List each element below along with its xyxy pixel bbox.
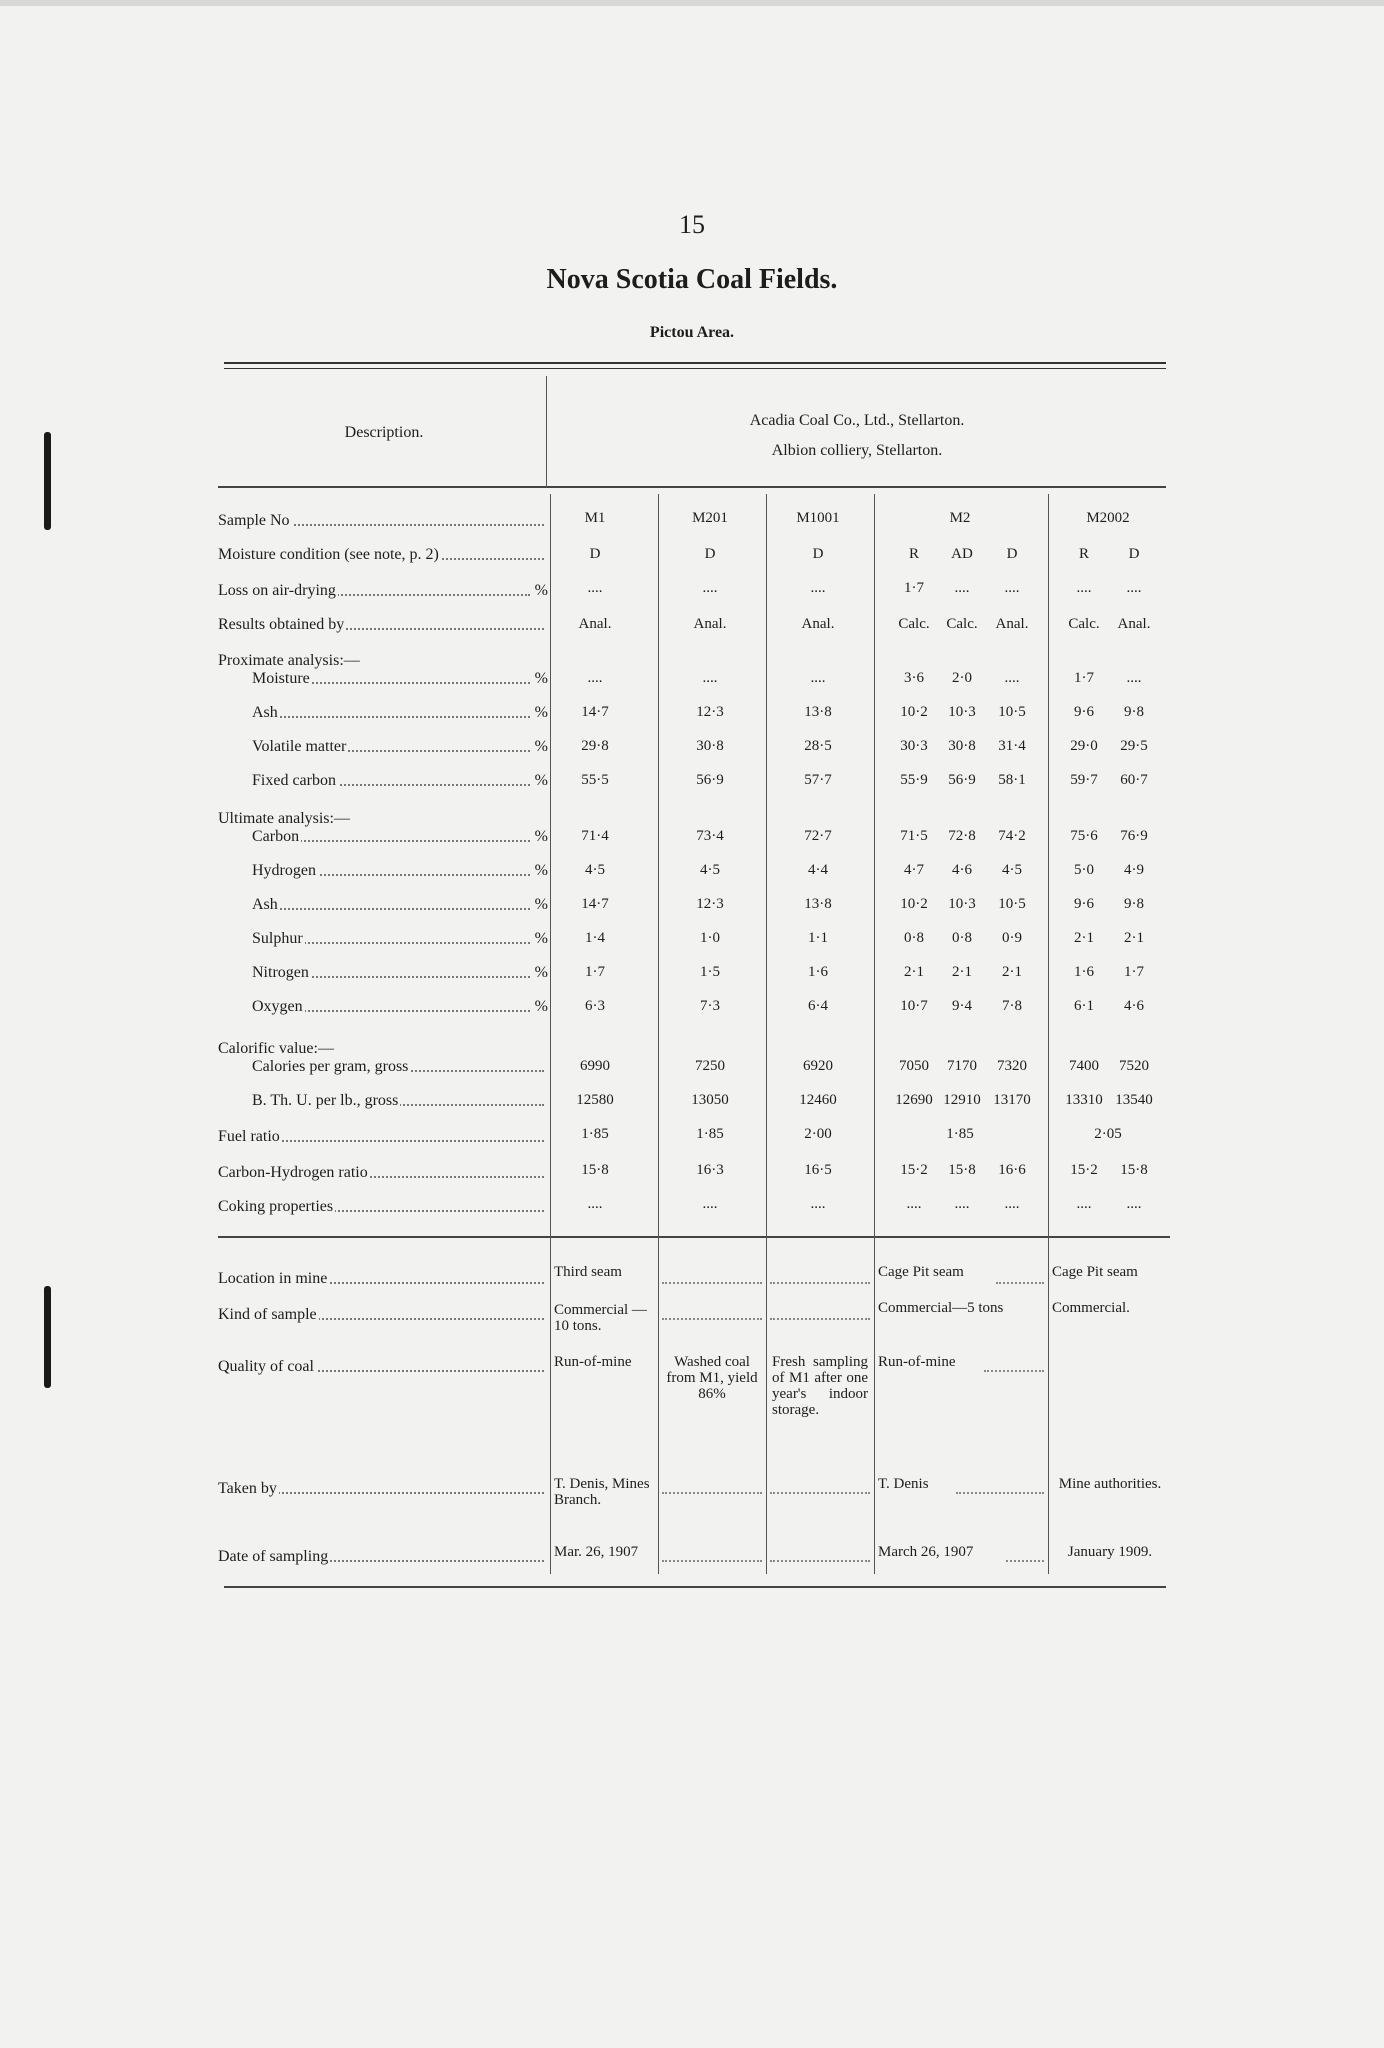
table-cell: 73·4 xyxy=(696,828,724,844)
table-cell: 13540 xyxy=(1115,1092,1153,1108)
row-label-text: Nitrogen xyxy=(252,964,309,981)
page-title: Nova Scotia Coal Fields. xyxy=(546,264,838,295)
table-cell: .... xyxy=(810,580,826,596)
percent-unit: % xyxy=(534,998,548,1015)
row-label-text: Results obtained by xyxy=(218,616,345,633)
table-cell: 15·2 xyxy=(1070,1162,1098,1178)
table-cell: D xyxy=(589,546,601,562)
text-cell: March 26, 1907 xyxy=(878,1544,974,1560)
table-cell: 4·5 xyxy=(1002,862,1022,878)
header-rule xyxy=(218,486,1166,488)
table-cell: 2·1 xyxy=(1124,930,1144,946)
percent-unit: % xyxy=(534,670,548,687)
table-cell: 13·8 xyxy=(804,704,832,720)
table-cell: 12580 xyxy=(576,1092,614,1108)
row-label-text: B. Th. U. per lb., gross xyxy=(252,1092,399,1109)
column-divider xyxy=(546,376,547,488)
table-cell: 12·3 xyxy=(696,896,724,912)
table-cell: 60·7 xyxy=(1120,772,1148,788)
colliery-name: Albion colliery, Stellarton. xyxy=(771,442,943,459)
table-cell: 12690 xyxy=(895,1092,933,1108)
text-cell: Commercial—5 tons xyxy=(878,1300,1004,1316)
table-cell: 3·6 xyxy=(904,670,924,686)
leader-dots xyxy=(996,1282,1044,1284)
text-cell: Cage Pit seam xyxy=(1052,1264,1138,1280)
table-cell: 14·7 xyxy=(581,896,609,912)
text-cell: Mine authorities. xyxy=(1058,1476,1162,1492)
table-cell: 12·3 xyxy=(696,704,724,720)
table-cell: .... xyxy=(1126,580,1142,596)
table-cell: 0·9 xyxy=(1002,930,1022,946)
table-cell: 1·7 xyxy=(904,580,924,596)
text-cell: Run-of-mine xyxy=(878,1354,956,1370)
row-label xyxy=(218,1128,548,1146)
table-cell: 16·6 xyxy=(998,1162,1026,1178)
text-cell: Mar. 26, 1907 xyxy=(554,1544,639,1560)
row-label xyxy=(218,670,548,688)
table-cell: 16·3 xyxy=(696,1162,724,1178)
column-divider xyxy=(658,494,659,1574)
table-cell: 2·00 xyxy=(804,1126,832,1142)
row-label-text: Ash xyxy=(252,704,278,721)
table-cell: 7·3 xyxy=(700,998,720,1014)
percent-unit: % xyxy=(534,964,548,981)
middle-rule xyxy=(218,1236,1170,1238)
table-cell: 1·0 xyxy=(700,930,720,946)
table-cell: 2·1 xyxy=(1074,930,1094,946)
table-cell: 71·4 xyxy=(581,828,609,844)
percent-unit: % xyxy=(534,738,548,755)
row-label-text: Hydrogen xyxy=(252,862,316,879)
row-label xyxy=(218,1058,548,1076)
table-cell: 1·4 xyxy=(585,930,605,946)
table-cell: 2·1 xyxy=(904,964,924,980)
table-cell: 30·3 xyxy=(900,738,928,754)
row-label xyxy=(218,546,548,564)
table-cell: D xyxy=(1128,546,1140,562)
company-name: Acadia Coal Co., Ltd., Stellarton. xyxy=(749,412,965,429)
table-cell: .... xyxy=(1076,580,1092,596)
table-cell: 72·7 xyxy=(804,828,832,844)
table-cell: 7400 xyxy=(1069,1058,1099,1074)
table-cell: 1·7 xyxy=(585,964,605,980)
table-cell: 13170 xyxy=(993,1092,1031,1108)
table-cell: 13050 xyxy=(691,1092,729,1108)
table-cell: 28·5 xyxy=(804,738,832,754)
table-cell: 31·4 xyxy=(998,738,1026,754)
table-cell: 12910 xyxy=(943,1092,981,1108)
table-cell: 74·2 xyxy=(998,828,1026,844)
table-cell: 6990 xyxy=(580,1058,610,1074)
table-cell: 15·2 xyxy=(900,1162,928,1178)
table-cell: 9·6 xyxy=(1074,704,1094,720)
row-label xyxy=(218,1198,548,1216)
table-cell: .... xyxy=(810,1196,826,1212)
table-cell: 1·85 xyxy=(581,1126,609,1142)
section-heading: Proximate analysis:— xyxy=(218,652,360,669)
table-cell: 30·8 xyxy=(948,738,976,754)
table-cell: 14·7 xyxy=(581,704,609,720)
table-cell: 6·3 xyxy=(585,998,605,1014)
table-cell: 71·5 xyxy=(900,828,928,844)
table-cell: Anal. xyxy=(1117,616,1151,632)
column-divider xyxy=(1048,494,1049,1574)
row-label xyxy=(218,1092,548,1110)
table-cell: 10·3 xyxy=(948,896,976,912)
table-cell: R xyxy=(1078,546,1089,562)
table-cell: .... xyxy=(702,580,718,596)
text-cell: Washed coal from M1, yield 86% xyxy=(666,1354,758,1402)
leader-dots xyxy=(662,1492,762,1494)
text-cell: T. Denis xyxy=(878,1476,929,1492)
leader-dots xyxy=(252,908,530,910)
table-cell: 2·1 xyxy=(952,964,972,980)
table-cell: 30·8 xyxy=(696,738,724,754)
table-cell: AD xyxy=(951,546,973,562)
table-cell: .... xyxy=(702,1196,718,1212)
row-label xyxy=(218,704,548,722)
text-cell: Third seam xyxy=(554,1264,622,1280)
table-cell: M1001 xyxy=(796,510,840,526)
text-cell: January 1909. xyxy=(1067,1544,1153,1560)
table-cell: D xyxy=(704,546,716,562)
row-label xyxy=(218,616,548,634)
table-cell: .... xyxy=(587,670,603,686)
table-cell: 4·6 xyxy=(952,862,972,878)
page-top-edge xyxy=(0,0,1384,6)
table-cell: 2·0 xyxy=(952,670,972,686)
row-label xyxy=(218,828,548,846)
table-cell: 1·7 xyxy=(1124,964,1144,980)
text-cell: Fresh sampling of M1 after one year's indoor storage. xyxy=(772,1354,868,1418)
table-cell: 7250 xyxy=(695,1058,725,1074)
table-cell: 1·5 xyxy=(700,964,720,980)
table-cell: M2002 xyxy=(1086,510,1130,526)
text-cell: Commercial. xyxy=(1052,1300,1130,1316)
table-cell: 15·8 xyxy=(581,1162,609,1178)
percent-unit: % xyxy=(534,704,548,721)
percent-unit: % xyxy=(534,828,548,845)
table-cell: .... xyxy=(1004,670,1020,686)
table-cell: .... xyxy=(954,580,970,596)
table-cell: 9·6 xyxy=(1074,896,1094,912)
description-header: Description. xyxy=(344,424,424,441)
percent-unit: % xyxy=(534,772,548,789)
row-label xyxy=(218,582,548,600)
leader-dots xyxy=(770,1282,870,1284)
table-cell: 4·5 xyxy=(700,862,720,878)
row-label-text: Sulphur xyxy=(252,930,303,947)
row-label-text: Ash xyxy=(252,896,278,913)
table-cell: 2·1 xyxy=(1002,964,1022,980)
table-cell: .... xyxy=(906,1196,922,1212)
row-label xyxy=(218,1548,548,1566)
row-label xyxy=(218,1358,548,1376)
row-label xyxy=(218,1270,548,1288)
table-cell: .... xyxy=(702,670,718,686)
table-cell: 29·8 xyxy=(581,738,609,754)
row-label xyxy=(218,964,548,982)
table-cell: 4·4 xyxy=(808,862,828,878)
table-cell: M201 xyxy=(692,510,728,526)
table-cell: 9·8 xyxy=(1124,896,1144,912)
table-cell: 1·6 xyxy=(808,964,828,980)
table-cell: 10·5 xyxy=(998,896,1026,912)
table-cell: 0·8 xyxy=(952,930,972,946)
leader-dots xyxy=(662,1560,762,1562)
leader-dots xyxy=(956,1492,1044,1494)
binding-mark-bottom xyxy=(44,1286,51,1388)
top-double-rule xyxy=(224,362,1166,369)
table-cell: Anal. xyxy=(693,616,727,632)
leader-dots xyxy=(662,1318,762,1320)
table-cell: 10·5 xyxy=(998,704,1026,720)
row-label-text: Kind of sample xyxy=(218,1306,317,1323)
section-heading: Ultimate analysis:— xyxy=(218,810,350,827)
leader-dots xyxy=(770,1560,870,1562)
percent-unit: % xyxy=(534,896,548,913)
table-cell: 1·1 xyxy=(808,930,828,946)
table-cell: M2 xyxy=(949,510,971,526)
table-cell: 6·1 xyxy=(1074,998,1094,1014)
text-cell: T. Denis, Mines Branch. xyxy=(554,1476,650,1508)
section-heading: Calorific value:— xyxy=(218,1040,334,1057)
table-cell: 59·7 xyxy=(1070,772,1098,788)
table-cell: 2·05 xyxy=(1094,1126,1122,1142)
row-label-text: Volatile matter xyxy=(252,738,347,755)
leader-dots xyxy=(662,1282,762,1284)
percent-unit: % xyxy=(534,862,548,879)
row-label xyxy=(218,930,548,948)
table-cell: .... xyxy=(954,1196,970,1212)
leader-dots xyxy=(770,1318,870,1320)
row-label-text: Calories per gram, gross xyxy=(252,1058,409,1075)
bottom-rule xyxy=(224,1586,1166,1588)
table-cell: 75·6 xyxy=(1070,828,1098,844)
row-label-text: Coking properties xyxy=(218,1198,334,1215)
row-label-text: Date of sampling xyxy=(218,1548,329,1565)
table-cell: 4·6 xyxy=(1124,998,1144,1014)
table-cell: R xyxy=(908,546,919,562)
table-cell: 6·4 xyxy=(808,998,828,1014)
table-cell: .... xyxy=(810,670,826,686)
table-cell: 4·7 xyxy=(904,862,924,878)
table-cell: 29·0 xyxy=(1070,738,1098,754)
table-cell: 6920 xyxy=(803,1058,833,1074)
row-label-text: Oxygen xyxy=(252,998,303,1015)
percent-unit: % xyxy=(534,582,548,599)
table-cell: 10·2 xyxy=(900,704,928,720)
table-cell: .... xyxy=(1076,1196,1092,1212)
table-cell: 7·8 xyxy=(1002,998,1022,1014)
area-subtitle: Pictou Area. xyxy=(649,324,735,341)
table-cell: .... xyxy=(1126,670,1142,686)
row-label xyxy=(218,862,548,880)
row-label-text: Fixed carbon xyxy=(252,772,336,789)
table-cell: D xyxy=(1006,546,1018,562)
table-cell: 13310 xyxy=(1065,1092,1103,1108)
percent-unit: % xyxy=(534,930,548,947)
table-cell: 15·8 xyxy=(948,1162,976,1178)
table-cell: 72·8 xyxy=(948,828,976,844)
table-cell: 56·9 xyxy=(696,772,724,788)
table-cell: Anal. xyxy=(578,616,612,632)
table-cell: Calc. xyxy=(1068,616,1100,632)
row-label xyxy=(218,1480,548,1498)
table-cell: 10·3 xyxy=(948,704,976,720)
table-cell: Calc. xyxy=(898,616,930,632)
table-cell: .... xyxy=(1004,580,1020,596)
table-cell: 56·9 xyxy=(948,772,976,788)
leader-dots xyxy=(252,716,530,718)
row-label xyxy=(218,896,548,914)
table-cell: 9·8 xyxy=(1124,704,1144,720)
table-cell: 9·4 xyxy=(952,998,972,1014)
leader-dots xyxy=(770,1492,870,1494)
row-label xyxy=(218,1164,548,1182)
table-cell: 29·5 xyxy=(1120,738,1148,754)
table-cell: 4·5 xyxy=(585,862,605,878)
row-label-text: Location in mine xyxy=(218,1270,328,1287)
table-cell: 15·8 xyxy=(1120,1162,1148,1178)
table-cell: 12460 xyxy=(799,1092,837,1108)
row-label xyxy=(218,1306,548,1324)
row-label-text: Carbon-Hydrogen ratio xyxy=(218,1164,368,1181)
table-cell: 7320 xyxy=(997,1058,1027,1074)
table-cell: .... xyxy=(587,580,603,596)
column-divider xyxy=(766,494,767,1574)
row-label xyxy=(218,772,548,790)
table-cell: D xyxy=(812,546,824,562)
table-cell: 1·6 xyxy=(1074,964,1094,980)
column-divider xyxy=(874,494,875,1574)
table-cell: 76·9 xyxy=(1120,828,1148,844)
row-label xyxy=(218,998,548,1016)
table-cell: 58·1 xyxy=(998,772,1026,788)
page-number: 15 xyxy=(679,210,705,239)
row-label-text: Moisture xyxy=(252,670,310,687)
table-cell: 4·9 xyxy=(1124,862,1144,878)
row-label-text: Moisture condition (see note, p. 2) xyxy=(218,546,439,563)
table-cell: 7520 xyxy=(1119,1058,1149,1074)
row-label-text: Taken by xyxy=(218,1480,277,1497)
company-header xyxy=(548,406,1166,466)
table-cell: .... xyxy=(1126,1196,1142,1212)
column-divider xyxy=(550,494,551,1574)
row-label-text: Quality of coal xyxy=(218,1358,314,1375)
binding-mark-top xyxy=(44,432,51,530)
table-cell: 55·5 xyxy=(581,772,609,788)
row-label xyxy=(218,512,548,530)
table-cell: 5·0 xyxy=(1074,862,1094,878)
leader-dots xyxy=(1006,1560,1044,1562)
table-cell: 57·7 xyxy=(804,772,832,788)
table-cell: .... xyxy=(1004,1196,1020,1212)
table-cell: 16·5 xyxy=(804,1162,832,1178)
table-cell: 10·7 xyxy=(900,998,928,1014)
table-cell: 10·2 xyxy=(900,896,928,912)
table-cell: 1·7 xyxy=(1074,670,1094,686)
table-cell: 13·8 xyxy=(804,896,832,912)
table-cell: 7170 xyxy=(947,1058,977,1074)
row-label-text: Loss on air-drying xyxy=(218,582,336,599)
leader-dots xyxy=(984,1370,1044,1372)
row-label-text: Sample No xyxy=(218,512,290,529)
text-cell: Run-of-mine xyxy=(554,1354,632,1370)
table-cell: Anal. xyxy=(995,616,1029,632)
table-cell: Anal. xyxy=(801,616,835,632)
table-cell: 1·85 xyxy=(946,1126,974,1142)
table-cell: .... xyxy=(587,1196,603,1212)
row-label-text: Carbon xyxy=(252,828,300,845)
table-cell: 1·85 xyxy=(696,1126,724,1142)
table-cell: 7050 xyxy=(899,1058,929,1074)
table-cell: 55·9 xyxy=(900,772,928,788)
row-label xyxy=(218,738,548,756)
text-cell: Commercial —10 tons. xyxy=(554,1302,647,1334)
table-cell: M1 xyxy=(584,510,606,526)
table-cell: Calc. xyxy=(946,616,978,632)
table-cell: 0·8 xyxy=(904,930,924,946)
text-cell: Cage Pit seam xyxy=(878,1264,964,1280)
row-label-text: Fuel ratio xyxy=(218,1128,280,1145)
